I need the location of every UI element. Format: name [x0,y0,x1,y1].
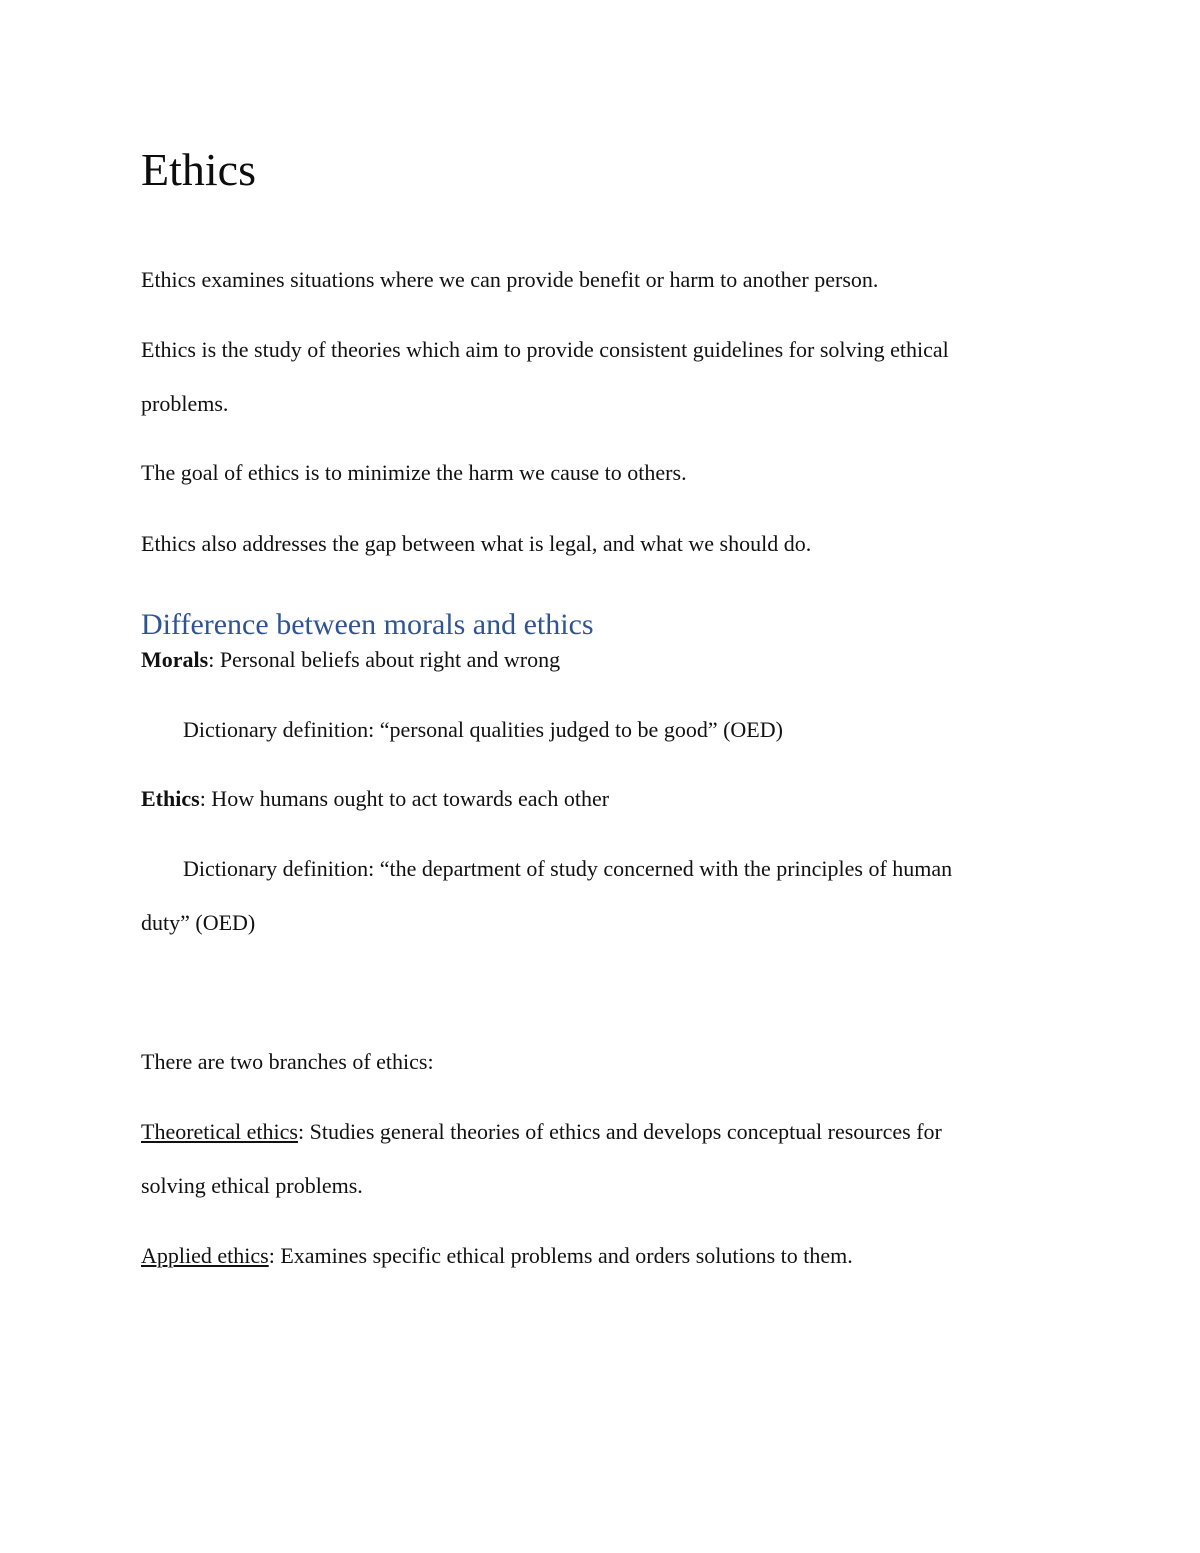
applied-ethics [141,1242,853,1270]
theoretical-ethics-line1 [141,1118,942,1146]
theoretical-ethics-description: : Studies general theories of ethics and develops conceptual resources for [297,1119,942,1144]
paragraph-study-line1: Ethics is the study of theories which aim to provide consistent guidelines for solving ethical [141,337,949,362]
paragraph-goal: The goal of ethics is to minimize the harm we cause to others. [141,460,687,485]
section-heading: Difference between morals and ethics [141,608,594,641]
paragraph-definition: Ethics examines situations where we can provide benefit or harm to another person. [141,267,879,292]
ethics-term: Ethics [141,786,200,811]
page-title: Ethics [141,144,256,195]
ethics-dictionary-definition-line1: Dictionary definition: “the department of study concerned with the principles of human [183,856,953,881]
theoretical-ethics-line2: solving ethical problems. [141,1173,363,1198]
morals-description: : Personal beliefs about right and wrong [208,647,561,672]
paragraph-legal-gap: Ethics also addresses the gap between what is legal, and what we should do. [141,531,812,556]
morals-definition [141,646,560,674]
ethics-definition [141,785,609,813]
paragraph-study-line2: problems. [141,391,229,416]
ethics-dictionary-definition-line2: duty” (OED) [141,910,256,935]
ethics-description: : How humans ought to act towards each other [199,786,610,811]
branches-intro: There are two branches of ethics: [141,1049,434,1074]
morals-term: Morals [141,647,209,672]
theoretical-ethics-term: Theoretical ethics [141,1119,298,1144]
applied-ethics-term: Applied ethics [141,1243,269,1268]
applied-ethics-description: : Examines specific ethical problems and orders solutions to them. [268,1243,853,1268]
morals-dictionary-definition: Dictionary definition: “personal qualities judged to be good” (OED) [183,717,783,742]
